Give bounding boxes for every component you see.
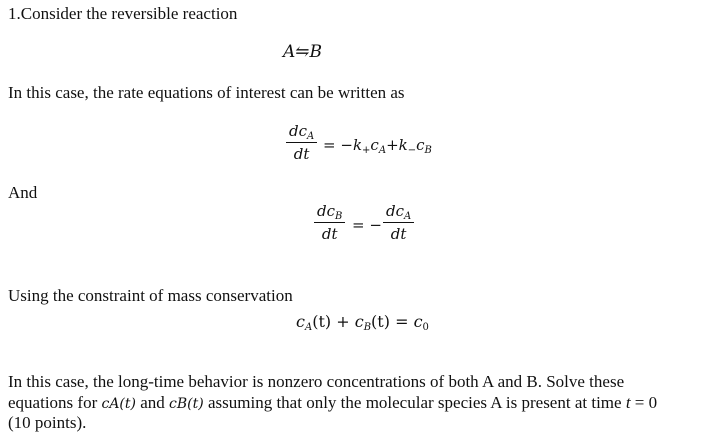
and-label: And [8, 183, 38, 202]
eq2-operators: = − [352, 216, 382, 234]
eq1-fraction-bar [286, 142, 317, 143]
reaction-left: A [283, 42, 296, 62]
eq1-denominator: dt [293, 145, 310, 163]
closing-line-2: equations for cA(t) and cB(t) assuming that only the molecular species A is present at time t = 0 [8, 393, 658, 412]
eq1-numerator: $dc_A$ [289, 122, 315, 142]
mass-conservation-equation: $c_A(t) + c_B(t) = c_0$ [296, 312, 429, 333]
equilibrium-arrow-icon: ⇋ [295, 42, 310, 62]
cA-of-t: cA(t) [101, 396, 136, 412]
eq1-lhs-fraction [286, 122, 317, 163]
cB-of-t: cB(t) [169, 396, 204, 412]
reaction-equation [283, 42, 322, 62]
constraint-label: Using the constraint of mass conservation [8, 286, 293, 305]
reaction-right: B [309, 42, 323, 62]
eq2-lhs-fraction: $dc_B$ dt [314, 202, 345, 243]
problem-heading: 1.Consider the reversible reaction [8, 4, 238, 23]
points-label: (10 points). [8, 413, 87, 432]
eq1-rhs: = $-k_+c_A+k_-c_B$ [323, 136, 432, 156]
closing-line-1: In this case, the long-time behavior is nonzero concentrations of both A and B. Solve these [8, 372, 625, 391]
rate-equations-intro: In this case, the rate equations of interest can be written as [8, 83, 405, 102]
eq2-rhs-fraction: $dc_A$ dt [383, 202, 414, 243]
